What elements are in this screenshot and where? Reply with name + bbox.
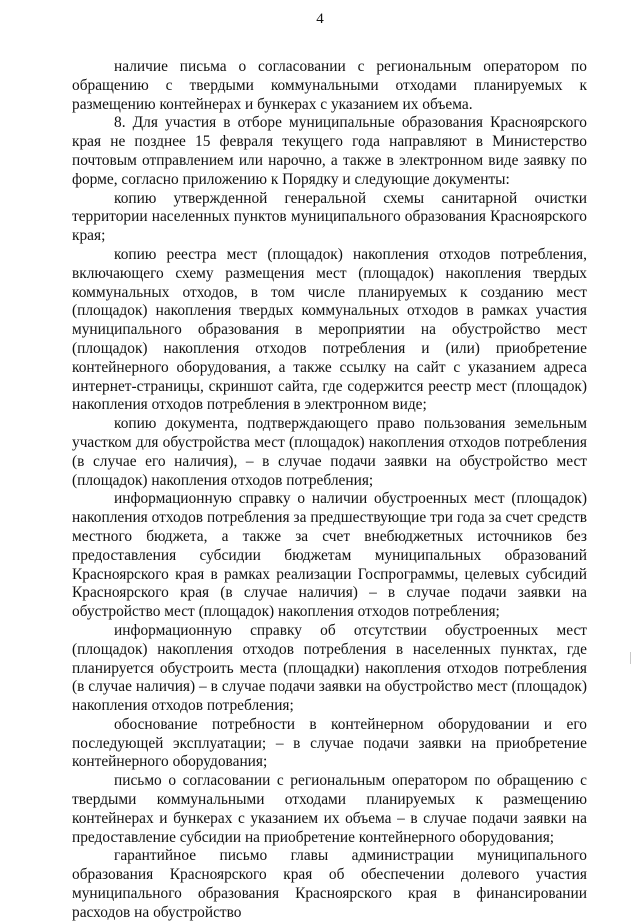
- paragraph-item-8: 8. Для участия в отборе муниципальные образования Красноярского края не позднее 15 февраля текущего года направляют в Министерство почтовым отправлением или нарочно, а также в электронном виде заявку по форме, согласно приложению к Порядку и следующие документы:: [72, 114, 587, 188]
- paragraph-letter-of-approval: наличие письма о согласовании с региональным оператором по обращению с твердыми коммунальными отходами планируемых к размещению контейнерах и бункерах с указанием их объема.: [72, 58, 587, 113]
- document-body: [72, 58, 587, 923]
- paragraph-container-justification: обоснование потребности в контейнерном оборудовании и его последующей эксплуатации; – в случае подачи заявки на приобретение контейнерного оборудования;: [72, 715, 587, 771]
- paragraph-operator-approval-letter: письмо о согласовании с региональным оператором по обращению с твердыми коммунальными отходами планируемых к размещению контейнерах и бункерах с указанием их объема – в случае подачи заявки на предоставление субсидии на приобретение контейнерного оборудования;: [72, 772, 587, 846]
- page-number: 4: [316, 11, 324, 27]
- scan-margin-mark: [630, 652, 631, 664]
- paragraph-existing-sites-info: информационную справку о наличии обустроенных мест (площадок) накопления отходов потребления за предшествующие три года за счет средств местного бюджета, а также за счет внебюджетных источников без предоставления субсидии бюджетам муниципальных образований Красноярского края в рамках реализации Госпрограммы, целевых субсидий Красноярского края (в случае наличия) – в случае подачи заявки на обустройство мест (площадок) накопления отходов потребления;: [72, 490, 587, 621]
- paragraph-guarantee-letter: гарантийное письмо главы администрации муниципального образования Красноярского края об обеспечении долевого участия муниципального образования Красноярского края в финансировании расходов на обустройство: [72, 847, 587, 921]
- paragraph-land-rights: копию документа, подтверждающего право пользования земельным участком для обустройства мест (площадок) накопления отходов потребления (в случае его наличия), – в случае подачи заявки на обустройство мест (площадок) накопления отходов потребления;: [72, 415, 587, 489]
- paragraph-sanitary-scheme: копию утвержденной генеральной схемы санитарной очистки территории населенных пунктов муниципального образования Красноярского края;: [72, 189, 587, 245]
- paragraph-registry-copy: копию реестра мест (площадок) накопления отходов потребления, включающего схему размещения мест (площадок) накопления твердых коммунальных отходов, в том числе планируемых к созданию мест (площадок) накопления твердых коммунальных отходов в рамках участия муниципального образования в мероприятии на обустройство мест (площадок) накопления отходов потребления и (или) приобретение контейнерного оборудования, а также ссылку на сайт с указанием адреса интернет-страницы, скриншот сайта, где содержится реестр мест (площадок) накопления отходов потребления в электронном виде;: [72, 245, 587, 414]
- paragraph-absent-sites-info: информационную справку об отсутствии обустроенных мест (площадок) накопления отходов потребления в населенных пунктах, где планируется обустроить места (площадки) накопления отходов потребления (в случае наличия) – в случае подачи заявки на обустройство мест (площадок) накопления отходов потребления;: [72, 621, 587, 715]
